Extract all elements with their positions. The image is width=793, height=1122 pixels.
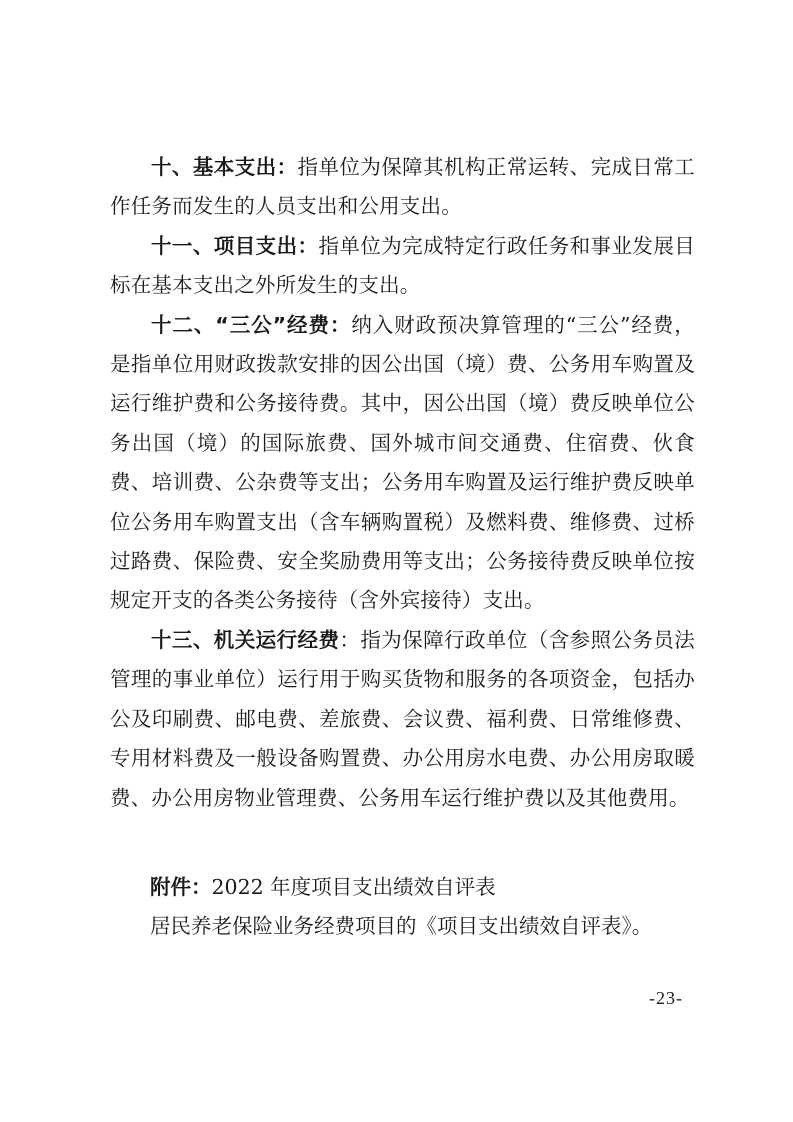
definition-term: 十三、机关运行经费 — [151, 627, 340, 652]
attachment-title: 2022 年度项目支出绩效自评表 — [211, 875, 496, 899]
attachment-label: 附件： — [150, 875, 212, 899]
definition-term: 十二、“三公”经费： — [151, 312, 352, 337]
definition-three-public-funds — [110, 306, 695, 621]
definition-term: 十一、项目支出： — [151, 233, 319, 258]
attachment-title-line — [150, 868, 695, 907]
definition-project-expenditure — [110, 227, 695, 306]
definition-body: 纳入财政预决算管理的“三公”经费，是指单位用财政拨款安排的因公出国（境）费、公务用车购置及运行维护费和公务接待费。其中，因公出国（境）费反映单位公务出国（境）的国际旅费、国外城市间交通费、住宿费、伙食费、培训费、公杂费等支出；公务用车购置及运行维护费反映单位公务用车购置支出（含车辆购置税）及燃料费、维修费、过桥过路费、保险费、安全奖励费用等支出；公务接待费反映单位按规定开支的各类公务接待（含外宾接待）支出。 — [110, 312, 695, 613]
definition-body: ：指为保障行政单位（含参照公务员法管理的事业单位）运行用于购买货物和服务的各项资金，包括办公及印刷费、邮电费、差旅费、会议费、福利费、日常维修费、专用材料费及一般设备购置费、办公用房水电费、办公用房取暖费、办公用房物业管理费、公务用车运行维护费以及其他费用。 — [110, 627, 695, 810]
definition-body: 指单位为完成特定行政任务和事业发展目标在基本支出之外所发生的支出。 — [110, 233, 695, 298]
page-number: -23- — [649, 988, 683, 1008]
attachment-section — [150, 868, 695, 947]
definition-term: 十、基本支出： — [151, 155, 298, 179]
definitions-section — [110, 148, 695, 818]
definition-basic-expenditure — [110, 148, 695, 227]
attachment-description: 居民养老保险业务经费项目的《项目支出绩效自评表》。 — [150, 914, 653, 939]
definition-body: 指单位为保障其机构正常运转、完成日常工作任务而发生的人员支出和公用支出。 — [110, 155, 695, 219]
definition-agency-operating-funds — [110, 621, 695, 818]
